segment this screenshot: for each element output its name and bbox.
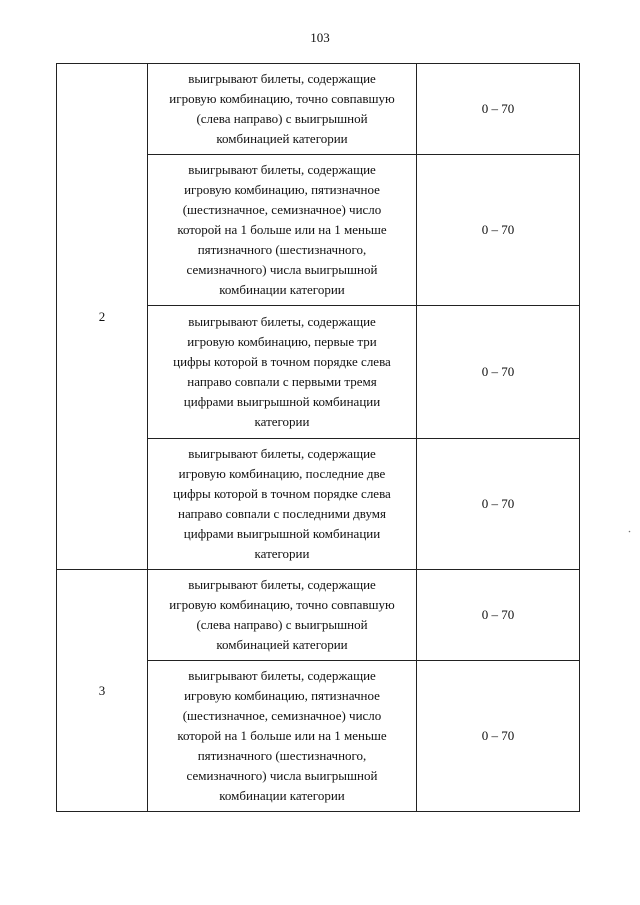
condition-cell: [148, 570, 417, 661]
condition-line: (шестизначное, семизначное) число: [182, 708, 382, 723]
condition-line: категории: [254, 546, 310, 561]
condition-cell: [148, 306, 417, 439]
share-range-cell: 0 – 70: [417, 64, 580, 155]
condition-line: игровую комбинацию, пятизначное: [184, 182, 380, 197]
category-cell: 3: [57, 570, 148, 812]
page-number: 103: [310, 30, 330, 45]
condition-line: (шестизначное, семизначное) число: [182, 202, 382, 217]
condition-line: (слева направо) с выигрышной: [196, 617, 368, 632]
condition-line: направо совпали с первыми тремя: [187, 374, 377, 389]
condition-line: игровую комбинацию, пятизначное: [184, 688, 380, 703]
condition-line: пятизначного (шестизначного,: [197, 242, 367, 257]
condition-line: выигрывают билеты, содержащие: [188, 71, 376, 86]
share-range-cell: 0 – 70: [417, 570, 580, 661]
condition-line: комбинацией категории: [216, 637, 348, 652]
condition-line: которой на 1 больше или на 1 меньше: [177, 222, 387, 237]
share-range-cell: 0 – 70: [417, 306, 580, 439]
condition-line: цифрами выигрышной комбинации: [183, 394, 381, 409]
condition-line: цифрами выигрышной комбинации: [183, 526, 381, 541]
condition-line: выигрывают билеты, содержащие: [188, 668, 376, 683]
condition-line: пятизначного (шестизначного,: [197, 748, 367, 763]
condition-line: комбинации категории: [219, 788, 345, 803]
condition-line: категории: [254, 414, 310, 429]
condition-line: выигрывают билеты, содержащие: [188, 446, 376, 461]
share-range-cell: 0 – 70: [417, 155, 580, 306]
condition-line: которой на 1 больше или на 1 меньше: [177, 728, 387, 743]
condition-line: выигрывают билеты, содержащие: [188, 162, 376, 177]
condition-line: игровую комбинацию, первые три: [187, 334, 377, 349]
condition-cell: [148, 661, 417, 812]
share-range-cell: 0 – 70: [417, 439, 580, 570]
condition-cell: [148, 439, 417, 570]
condition-line: комбинацией категории: [216, 131, 348, 146]
condition-line: цифры которой в точном порядке слева: [173, 354, 391, 369]
condition-line: выигрывают билеты, содержащие: [188, 577, 376, 592]
condition-line: игровую комбинацию, точно совпавшую: [169, 597, 395, 612]
condition-line: игровую комбинацию, точно совпавшую: [169, 91, 395, 106]
condition-line: выигрывают билеты, содержащие: [188, 314, 376, 329]
winning-rules-table: [56, 63, 580, 812]
condition-cell: [148, 155, 417, 306]
condition-line: семизначного) числа выигрышной: [186, 262, 378, 277]
condition-line: направо совпали с последними двумя: [178, 506, 386, 521]
condition-line: цифры которой в точном порядке слева: [173, 486, 391, 501]
table-row: [57, 570, 580, 661]
condition-line: (слева направо) с выигрышной: [196, 111, 368, 126]
condition-cell: [148, 64, 417, 155]
condition-line: семизначного) числа выигрышной: [186, 768, 378, 783]
condition-line: игровую комбинацию, последние две: [178, 466, 386, 481]
table-row: [57, 64, 580, 155]
category-cell: 2: [57, 64, 148, 570]
condition-line: комбинации категории: [219, 282, 345, 297]
scan-speck: [628, 530, 631, 533]
share-range-cell: 0 – 70: [417, 661, 580, 812]
